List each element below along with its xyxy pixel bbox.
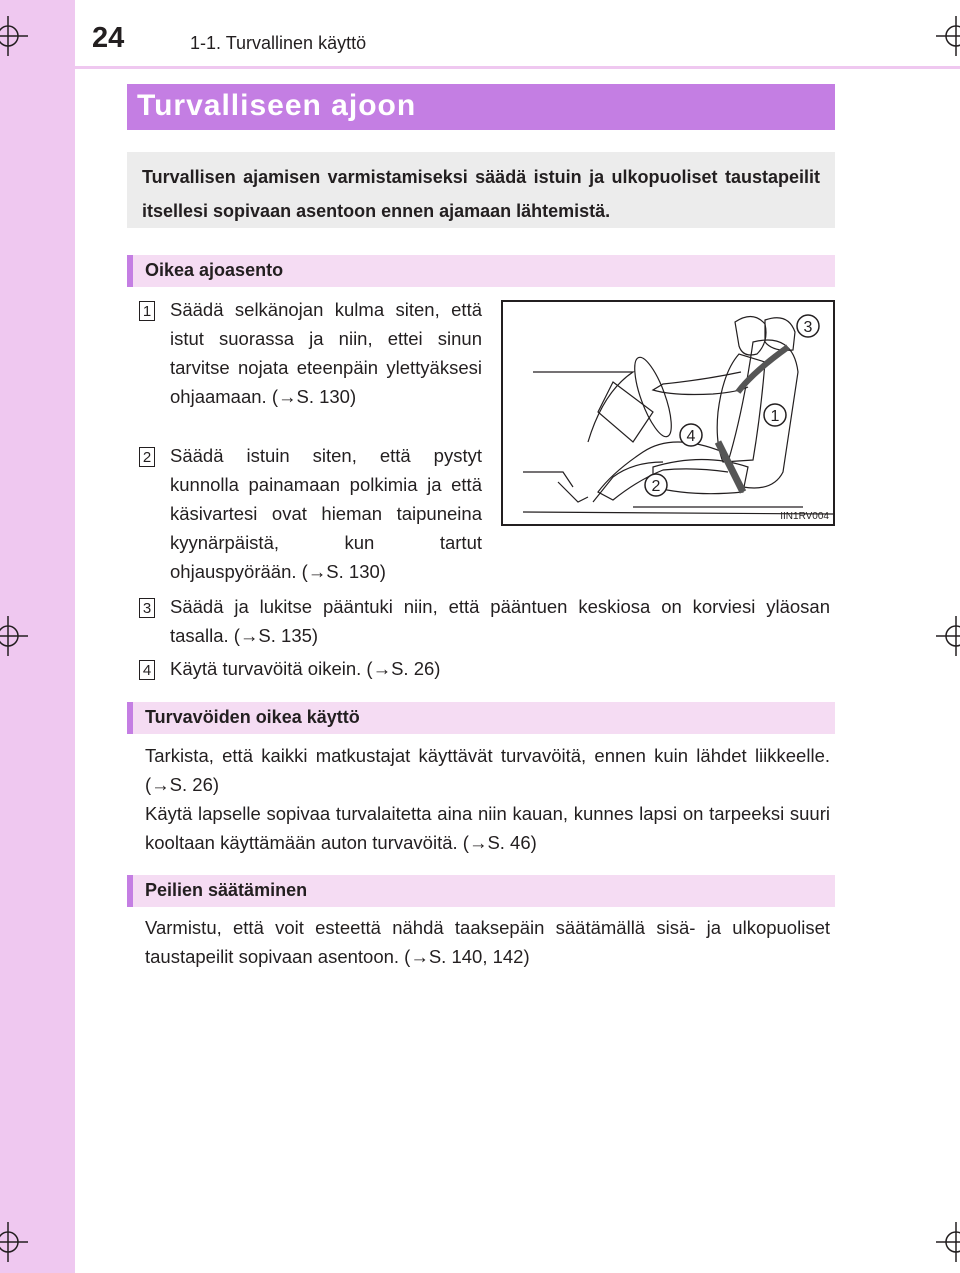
- item-number: 1: [139, 301, 155, 321]
- svg-text:2: 2: [651, 478, 661, 495]
- list-item: Säädä ja lukitse pääntuki niin, että pääntuen keskiosa on korviesi yläosan tasalla. (→S. 135): [170, 596, 830, 646]
- list-item: Käytä turvavöitä oikein. (→S. 26): [170, 658, 441, 679]
- subheading-seatbelt-use: [127, 702, 835, 734]
- body-paragraph: Tarkista, että kaikki matkustajat käyttävät turvavöitä, ennen kuin lähdet liikkeelle. (→S. 26): [145, 745, 830, 795]
- subheading-label: Oikea ajoasento: [145, 260, 284, 280]
- crop-mark-icon: [936, 1222, 960, 1262]
- page-number: 24: [92, 22, 125, 54]
- crop-mark-icon: [936, 16, 960, 56]
- subheading-label: Peilien säätäminen: [145, 880, 308, 900]
- subheading-driving-position: [127, 255, 835, 287]
- item-number: 4: [139, 660, 155, 680]
- svg-text:3: 3: [803, 319, 813, 336]
- list-item: Säädä selkänojan kulma siten, että istut suorassa ja niin, ettei sinun tarvitse nojata eteenpäin ylettyäksesi ohjaamaan. (→S. 130): [170, 299, 482, 407]
- section-label: 1-1. Turvallinen käyttö: [190, 33, 367, 53]
- subheading-label: Turvavöiden oikea käyttö: [145, 707, 360, 727]
- page-title-bar: [127, 84, 835, 130]
- body-paragraph: Varmistu, että voit esteettä nähdä taaksepäin säätämällä sisä- ja ulkopuoliset taustapeilit sopivaan asentoon. (→S. 140, 142): [145, 917, 830, 967]
- intro-box: [127, 152, 835, 228]
- subheading-mirror-adjustment: [127, 875, 835, 907]
- header-rule: [75, 66, 960, 69]
- item-number: 2: [139, 447, 155, 467]
- crop-mark-icon: [0, 16, 28, 56]
- page-title: Turvalliseen ajoon: [137, 89, 417, 122]
- list-item: Säädä istuin siten, että pystyt kunnolla painamaan polkimia ja että käsivartesi ovat hieman taipuneina kyynärpäistä, kun tartut ohjauspyörään. (→S. 130): [170, 445, 482, 582]
- crop-mark-icon: [0, 1222, 28, 1262]
- body-paragraph: Käytä lapselle sopivaa turvalaitetta aina niin kauan, kunnes lapsi on tarpeeksi suuri kooltaan käyttämään auton turvavöitä. (→S. 46): [145, 803, 830, 853]
- svg-text:1: 1: [770, 408, 780, 425]
- crop-mark-icon: [0, 616, 28, 656]
- figure-code: IIN1RV004: [780, 511, 829, 522]
- item-number: 3: [139, 598, 155, 618]
- driving-position-illustration: [501, 300, 835, 526]
- crop-mark-icon: [936, 616, 960, 656]
- intro-text: Turvallisen ajamisen varmistamiseksi säädä istuin ja ulkopuoliset taustapeilit itsellesi sopivaan asentoon ennen ajamaan lähtemistä.: [142, 167, 820, 221]
- svg-text:4: 4: [686, 428, 696, 445]
- driver-seat-drawing: [503, 302, 833, 524]
